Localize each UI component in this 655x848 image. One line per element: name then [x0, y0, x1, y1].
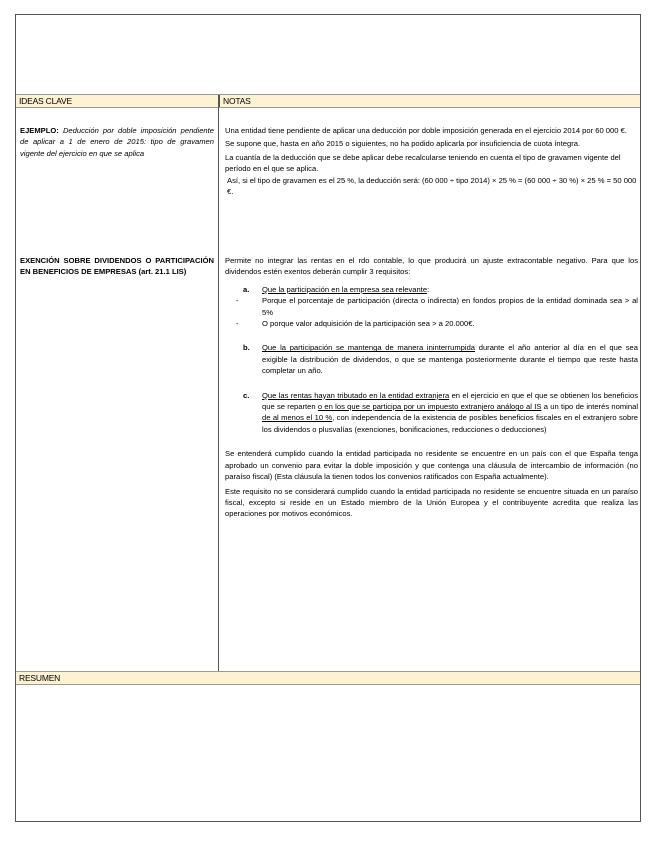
requisito-b-title: Que la participación se mantenga de manera ininterrumpida: [262, 343, 476, 353]
requisito-c-underline-3: de al menos el 10 %: [262, 413, 333, 423]
header-bar: [16, 94, 640, 108]
requisito-c-title: Que las rentas hayan tributado en la entidad extranjera: [262, 390, 450, 400]
ejemplo-text: Deducción por doble imposición pendiente de aplicar a 1 de enero de 2015: tipo de gravamen vigente del ejercicio en que se aplica: [20, 126, 214, 158]
requisito-a-title: Que la participación en la empresa sea relevante: [262, 284, 428, 294]
requisito-c-text-1: en el ejercicio en que el que se obtienen los beneficios que se reparten: [262, 390, 638, 412]
exencion-key: [20, 255, 214, 278]
column-divider: [218, 95, 219, 672]
requisito-c-text-3: , con independencia de la existencia de posibles beneficios fiscales en el extranjero sobre los dividendos o plusvalías (exenciones, bonificaciones, reducciones o deducciones): [262, 413, 638, 434]
requisito-a-label: a.: [243, 284, 250, 294]
resumen-bar: [16, 671, 640, 685]
requisito-a-dash-1: [236, 295, 638, 318]
requisito-c-label: c.: [243, 390, 250, 400]
paraiso-paragraph: Este requisito no se considerará cumplido cuando la entidad participada no residente se encuentre situada en un paraíso fiscal, excepto si reside en un Estado miembro de la Unión Europea y el contribuyente acredita que realiza las operaciones por motivos económicos.: [225, 486, 638, 519]
requisito-b-label: b.: [243, 343, 250, 353]
resumen-header: RESUMEN: [19, 673, 61, 683]
dash-marker: -: [236, 296, 239, 306]
exencion-intro: Permite no integrar las rentas en el rdo contable, lo que producirá un ajuste extracontable negativo. Para que los dividendos estén exentos deberán cumplir 3 requisitos:: [225, 256, 638, 277]
ejemplo-note-4: Así, si el tipo de gravamen es el 25 %, la deducción será: (60 000 ÷ tipo 2014) × 25 % = (60 000 ÷ 30 %) × 25 % = 50 000 €.: [227, 175, 637, 197]
requisito-a: [243, 284, 638, 295]
requisito-a-dash-1-text: Porque el porcentaje de participación (directa o indirecta) en fondos propios de la entidad dominada sea > al 5%: [262, 296, 638, 317]
cumplido-paragraph: Se entenderá cumplido cuando la entidad participada no residente se encuentre en un país con el que España tenga aprobado un convenio para evitar la doble imposición y que contenga una cláusula de intercambio de información (no paraíso fiscal) (Esta cláusula la tienen todos los convenios ratificados con España actualmente).: [225, 449, 638, 482]
exencion-notes: [225, 255, 638, 520]
ejemplo-note-2: Se supone que, hasta en año 2015 o siguientes, no ha podido aplicarla por insuficiencia de cuota íntegra.: [225, 139, 581, 149]
ejemplo-note-1: Una entidad tiene pendiente de aplicar una deducción por doble imposición generada en el ejercicio 2014 por 60 000 €.: [225, 126, 627, 135]
requisito-b-text: durante el año anterior al día en el que sea exigible la distribución de dividendos, o que se mantenga posteriormente durante el tiempo que reste hasta completar un año.: [262, 343, 638, 376]
ideas-clave-header: IDEAS CLAVE: [19, 96, 72, 106]
dash-marker: -: [236, 319, 239, 329]
ejemplo-note-3: La cuantía de la deducción que se debe aplicar debe recalcularse teniendo en cuenta el tipo de gravamen vigente del período en el que se aplica.: [225, 152, 621, 174]
requisito-a-dash-2: [236, 318, 638, 329]
ejemplo-label: EJEMPLO:: [20, 126, 59, 135]
requisito-c: [243, 390, 639, 436]
ejemplo-key: [20, 125, 214, 159]
requisito-a-colon: :: [427, 284, 430, 294]
requisito-b: [243, 342, 638, 376]
ejemplo-notes: [225, 125, 638, 197]
document-page: [15, 14, 641, 822]
exencion-title: EXENCIÓN SOBRE DIVIDENDOS O PARTICIPACIÓN EN BENEFICIOS DE EMPRESAS: [20, 256, 214, 277]
notas-header: NOTAS: [219, 95, 251, 107]
exencion-ref: (art. 21.1 LIS): [138, 267, 187, 277]
requisito-c-text-2: a un tipo de interés nominal: [541, 402, 639, 412]
requisito-c-underline-2: o en los que se participa por un impuesto extranjero análogo al IS: [317, 402, 542, 412]
requisito-a-dash-2-text: O porque valor adquisición de la participación sea > a 20.000€.: [262, 319, 475, 329]
